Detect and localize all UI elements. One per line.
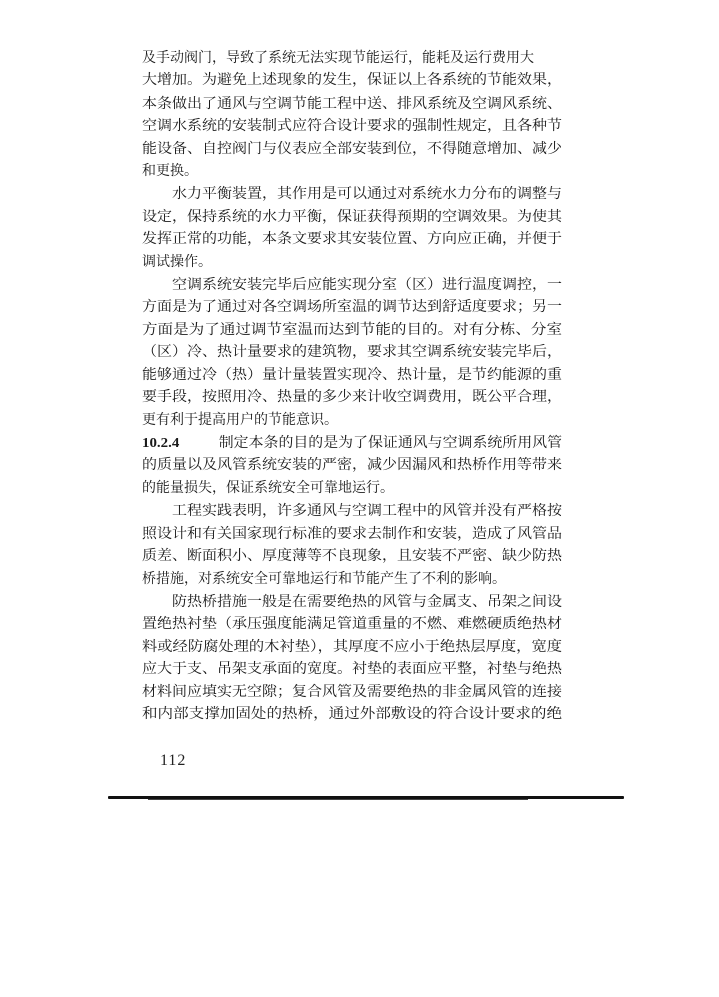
text-line-12: 方面是为了通过对各空调场所室温的调节达到舒适度要求；另一	[142, 299, 562, 315]
text-line-13: 方面是为了通过调节室温而达到节能的目的。对有分栋、分室	[142, 322, 562, 338]
text-line-2: 大增加。为避免上述现象的发生，保证以上各系统的节能效果，	[142, 72, 562, 88]
text-line-24: 桥措施，对系统安全可靠地运行和节能产生了不利的影响。	[142, 571, 506, 587]
footer-rule	[108, 796, 624, 799]
text-line-19: 的质量以及风管系统安装的严密，减少因漏风和热桥作用等带来	[142, 457, 562, 473]
text-line-11: 空调系统安装完毕后应能实现分室（区）进行温度调控，一	[172, 277, 562, 293]
text-line-14: （区）冷、热计量要求的建筑物，要求其空调系统安装完毕后，	[142, 344, 562, 360]
text-line-4: 空调水系统的安装制式应符合设计要求的强制性规定，且各种节	[142, 118, 562, 134]
text-line-5: 能设备、自控阀门与仪表应全部安装到位，不得随意增加、减少	[142, 141, 562, 157]
text-line-29: 材料间应填实无空隙；复合风管及需要绝热的非金属风管的连接	[142, 684, 562, 700]
text-line-23: 质差、断面积小、厚度薄等不良现象，且安装不严密、缺少防热	[142, 548, 562, 564]
section-heading-line: 10.2.4 制定本条的目的是为了保证通风与空调系统所用风管	[142, 435, 563, 451]
text-line-7: 水力平衡装置，其作用是可以通过对系统水力分布的调整与	[172, 186, 562, 202]
text-line-26: 置绝热衬垫（承压强度能满足管道重量的不燃、难燃硬质绝热材	[142, 616, 562, 632]
text-line-9: 发挥正常的功能，本条文要求其安装位置、方向应正确，并便于	[142, 231, 562, 247]
text-line-28: 应大于支、吊架支承面的宽度。衬垫的表面应平整，衬垫与绝热	[142, 661, 562, 677]
text-line-1: 及手动阀门，导致了系统无法实现节能运行，能耗及运行费用大	[142, 50, 534, 66]
text-line-15: 能够通过冷（热）量计量装置实现冷、热计量，是节约能源的重	[142, 367, 562, 383]
section-number: 10.2.4	[142, 436, 180, 451]
text-line-21: 工程实践表明，许多通风与空调工程中的风管并没有严格按	[172, 503, 562, 519]
text-line-8: 设定，保持系统的水力平衡，保证获得预期的空调效果。为使其	[142, 209, 562, 225]
text-line-22: 照设计和有关国家现行标准的要求去制作和安装，造成了风管品	[142, 526, 562, 542]
page-number: 112	[160, 752, 187, 769]
text-line-30: 和内部支撑加固处的热桥，通过外部敷设的符合设计要求的绝	[142, 706, 562, 722]
text-line-3: 本条做出了通风与空调节能工程中送、排风系统及空调风系统、	[142, 96, 562, 112]
text-line-6: 和更换。	[142, 163, 198, 179]
text-line-16: 要手段，按照用冷、热量的多少来计收空调费用，既公平合理，	[142, 389, 562, 405]
text-line-17: 更有利于提高用户的节能意识。	[142, 412, 338, 428]
text-line-10: 调试操作。	[142, 254, 212, 270]
text-line-27: 料或经防腐处理的木衬垫），其厚度不应小于绝热层厚度，宽度	[142, 639, 562, 655]
text-line-20: 的能量损失，保证系统安全可靠地运行。	[142, 480, 394, 496]
text-line-25: 防热桥措施一般是在需要绝热的风管与金属支、吊架之间设	[172, 594, 562, 610]
